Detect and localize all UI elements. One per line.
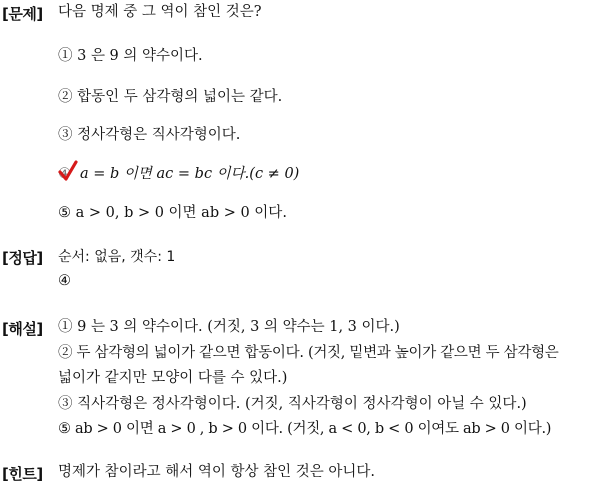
explanation-tag: [해설]: [2, 320, 43, 338]
option-5: ⑤ a > 0, b > 0 이면 ab > 0 이다.: [58, 205, 287, 221]
check-mark-icon: [58, 160, 78, 182]
hint-text: 명제가 참이라고 해서 역이 항상 참인 것은 아니다.: [58, 464, 376, 480]
option-2: ② 합동인 두 삼각형의 넓이는 같다.: [58, 89, 283, 105]
answer-line-2: ④: [58, 273, 71, 289]
answer-line-1: 순서: 없음, 갯수: 1: [58, 249, 176, 265]
option-3: ③ 정사각형은 직사각형이다.: [58, 127, 241, 143]
problem-tag: [문제]: [2, 5, 43, 23]
hint-tag: [힌트]: [2, 465, 43, 483]
question-text: 다음 명제 중 그 역이 참인 것은?: [58, 4, 262, 20]
option-4-number: ④: [58, 166, 71, 182]
option-1: ① 3 은 9 의 약수이다.: [58, 48, 203, 64]
explanation-line-2: ② 두 삼각형의 넓이가 같으면 합동이다. (거짓, 밑변과 높이가 같으면 두 삼각형은: [58, 345, 559, 361]
explanation-line-5: ⑤ ab > 0 이면 a > 0 , b > 0 이다. (거짓, a < 0, b < 0 이여도 ab > 0 이다.): [58, 421, 552, 437]
explanation-line-1: ① 9 는 3 의 약수이다. (거짓, 3 의 약수는 1, 3 이다.): [58, 319, 400, 335]
option-4: a = b 이면 ac = bc 이다.(c ≠ 0): [80, 166, 300, 182]
answer-tag: [정답]: [2, 249, 43, 267]
explanation-line-3: 넓이가 같지만 모양이 다를 수 있다.): [58, 370, 288, 386]
explanation-line-4: ③ 직사각형은 정사각형이다. (거짓, 직사각형이 정사각형이 아닐 수 있다.): [58, 396, 527, 412]
